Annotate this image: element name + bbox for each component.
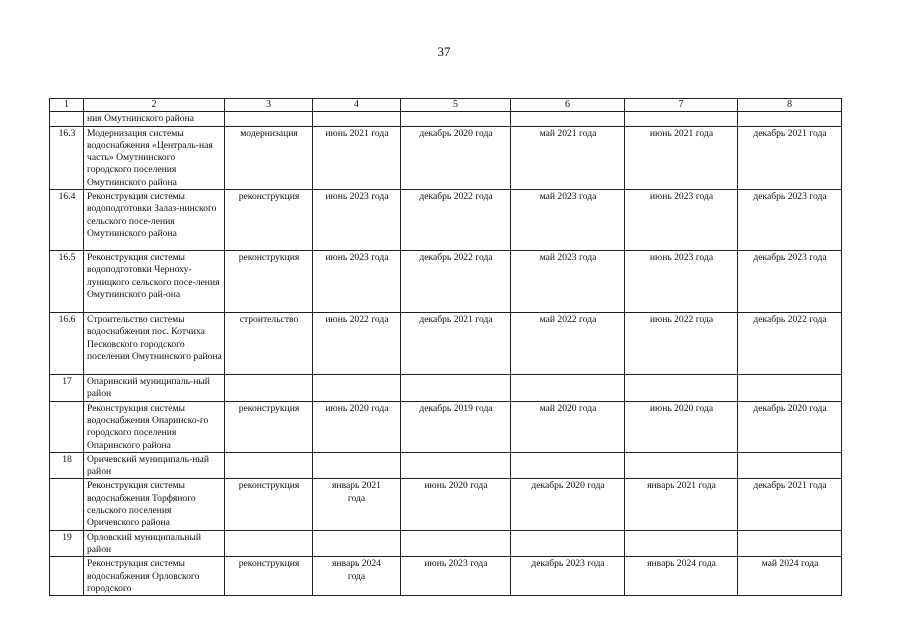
table-row (50, 313, 842, 375)
date-cell (511, 530, 625, 557)
date-cell (738, 112, 842, 126)
date-cell: июнь 2022 года (313, 313, 401, 375)
column-header: 5 (401, 99, 511, 112)
date-cell: май 2023 года (511, 251, 625, 313)
column-header: 2 (84, 99, 225, 112)
date-cell: июнь 2022 года (625, 313, 738, 375)
date-cell (401, 530, 511, 557)
date-cell: декабрь 2019 года (401, 401, 511, 452)
work-type: реконструкция (225, 190, 313, 251)
date-cell: январь 2021 года (313, 479, 401, 530)
date-cell: июнь 2023 года (625, 190, 738, 251)
date-cell: январь 2024 года (313, 557, 401, 596)
object-name: Орловский муниципальный район (84, 530, 225, 557)
date-cell: декабрь 2021 года (738, 126, 842, 189)
item-number: 16.3 (50, 126, 84, 189)
work-type (225, 375, 313, 402)
date-cell: июнь 2023 года (625, 251, 738, 313)
object-name: Оричевский муниципаль-ный район (84, 452, 225, 479)
work-type: реконструкция (225, 251, 313, 313)
table-row (50, 479, 842, 530)
date-cell: июнь 2020 года (401, 479, 511, 530)
date-cell: июнь 2023 года (313, 251, 401, 313)
date-cell: декабрь 2020 года (511, 479, 625, 530)
work-type: модернизация (225, 126, 313, 189)
object-name: Строительство системы водоснабжения пос. Котчиха Песковского городского поселения Омутнинского района (84, 313, 225, 375)
work-type: реконструкция (225, 401, 313, 452)
item-number: 18 (50, 452, 84, 479)
date-cell (625, 375, 738, 402)
object-name: Опаринский муниципаль-ный район (84, 375, 225, 402)
schedule-table (49, 98, 842, 596)
date-cell (313, 452, 401, 479)
date-cell: май 2023 года (511, 190, 625, 251)
column-header: 3 (225, 99, 313, 112)
date-cell (313, 112, 401, 126)
work-type: реконструкция (225, 557, 313, 596)
date-cell: декабрь 2023 года (738, 251, 842, 313)
date-cell: май 2024 года (738, 557, 842, 596)
date-cell: декабрь 2022 года (738, 313, 842, 375)
table-row (50, 126, 842, 189)
date-cell (738, 375, 842, 402)
column-header: 7 (625, 99, 738, 112)
date-cell: июнь 2021 года (313, 126, 401, 189)
date-cell: декабрь 2022 года (401, 190, 511, 251)
work-type (225, 112, 313, 126)
date-cell: май 2022 года (511, 313, 625, 375)
date-cell: декабрь 2023 года (738, 190, 842, 251)
date-cell: май 2020 года (511, 401, 625, 452)
date-cell: январь 2024 года (625, 557, 738, 596)
work-type (225, 530, 313, 557)
date-cell (738, 452, 842, 479)
item-number (50, 112, 84, 126)
item-number: 16.4 (50, 190, 84, 251)
date-cell (511, 112, 625, 126)
work-type: реконструкция (225, 479, 313, 530)
table-header-row (50, 99, 842, 112)
table-row (50, 401, 842, 452)
date-cell: июнь 2023 года (313, 190, 401, 251)
column-header: 6 (511, 99, 625, 112)
work-type (225, 452, 313, 479)
item-number: 17 (50, 375, 84, 402)
date-cell: декабрь 2022 года (401, 251, 511, 313)
object-name: Модернизация системы водоснабжения «Централь-ная часть» Омутнинского городского поселения Омутнинского района (84, 126, 225, 189)
table-row (50, 557, 842, 596)
date-cell (401, 375, 511, 402)
item-number (50, 557, 84, 596)
column-header: 1 (50, 99, 84, 112)
object-name: Реконструкция системы водоснабжения Торфяного сельского поселения Оричевского района (84, 479, 225, 530)
page-number: 37 (437, 44, 451, 59)
date-cell: май 2021 года (511, 126, 625, 189)
date-cell: июнь 2023 года (401, 557, 511, 596)
date-cell (313, 375, 401, 402)
date-cell: декабрь 2021 года (738, 479, 842, 530)
column-header: 8 (738, 99, 842, 112)
date-cell (738, 530, 842, 557)
date-cell: декабрь 2020 года (738, 401, 842, 452)
date-cell: январь 2021 года (625, 479, 738, 530)
column-header: 4 (313, 99, 401, 112)
date-cell (313, 530, 401, 557)
object-name: Реконструкция системы водоподготовки Черноху-луницкого сельского посе-ления Омутнинского рай-она (84, 251, 225, 313)
date-cell: июнь 2020 года (625, 401, 738, 452)
date-cell (401, 452, 511, 479)
date-cell (625, 452, 738, 479)
item-number (50, 479, 84, 530)
item-number (50, 401, 84, 452)
table-row (50, 251, 842, 313)
date-cell (625, 530, 738, 557)
date-cell (511, 452, 625, 479)
table-row (50, 190, 842, 251)
table-row (50, 452, 842, 479)
object-name: Реконструкция системы водоподготовки Залаз-нинского сельского посе-ления Омутнинского района (84, 190, 225, 251)
table-row (50, 375, 842, 402)
date-cell: декабрь 2023 года (511, 557, 625, 596)
item-number: 16.6 (50, 313, 84, 375)
date-cell (511, 375, 625, 402)
date-cell: июнь 2020 года (313, 401, 401, 452)
date-cell: декабрь 2021 года (401, 313, 511, 375)
object-name: Реконструкция системы водоснабжения Орловского городского (84, 557, 225, 596)
object-name: Реконструкция системы водоснабжения Опаринско-го городского поселения Опаринского района (84, 401, 225, 452)
date-cell (625, 112, 738, 126)
table-row (50, 530, 842, 557)
date-cell: декабрь 2020 года (401, 126, 511, 189)
date-cell (401, 112, 511, 126)
item-number: 16.5 (50, 251, 84, 313)
item-number: 19 (50, 530, 84, 557)
object-name: ния Омутнинского района (84, 112, 225, 126)
work-type: строительство (225, 313, 313, 375)
date-cell: июнь 2021 года (625, 126, 738, 189)
table-row (50, 112, 842, 126)
